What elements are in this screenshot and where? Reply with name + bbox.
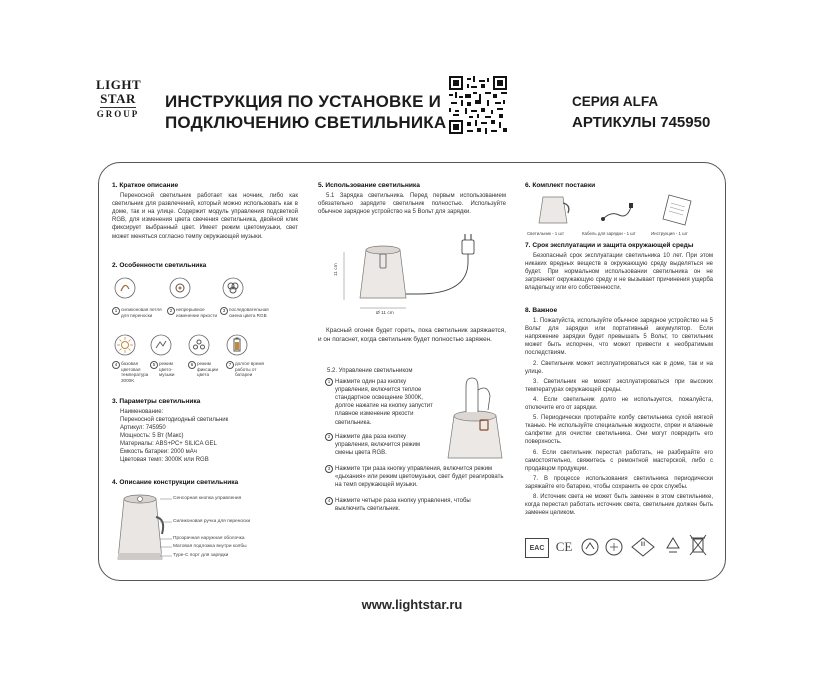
step-2: 2 Нажмите два раза кнопку управления, включится режим смены цвета RGB.: [325, 433, 433, 457]
article-numbers: АРТИКУЛЫ 745950: [572, 114, 711, 131]
section-3: [112, 398, 298, 464]
important-item: 1. Пожалуйста, используйте обычное зарядное устройство на 5 Вольт для зарядки или портативный аккумулятор. Если напряжение зарядки будет превышать 5 Вольт, то светильник может быть испорчен, что может привести к необратимым последствиям.: [525, 318, 713, 357]
package-item-lamp: Светильник - 1 шт: [527, 231, 564, 236]
section-4-heading: 4. Описание конструкции светильника: [112, 479, 239, 486]
callout-3: Прозрачная наружная оболочка: [173, 536, 245, 541]
section-2-heading: 2. Особенности светильника: [112, 262, 207, 269]
brand-logo: [96, 78, 140, 120]
rgb-icon: [222, 277, 244, 299]
callout-4: Матовая подложка внутри колбы: [173, 544, 247, 549]
charging-intro: 5.1 Зарядка светильника. Перед первым использованием обязательно зарядите светильник полностью. Используйте обычное зарядное устройство на 5 Вольт для зарядки.: [318, 193, 506, 216]
control-steps-2: [325, 465, 505, 517]
charging-diagram: [338, 232, 498, 318]
package-contents-illustration: [535, 193, 705, 229]
package-item-manual: Инструкция - 1 шт: [651, 231, 688, 236]
step-1: 1 Нажмите один раз кнопку управления, включится теплое стандартное освещение 3000К, долгое нажатие на кнопку запустит плавное изменение яркости светильника.: [325, 378, 433, 427]
music-icon: [150, 334, 172, 356]
spec-line: Мощность: 5 Вт (Макс): [120, 433, 184, 439]
spec-line: Переносной светодиодный светильник: [120, 417, 229, 423]
step-4: 4 Нажмите четыре раза кнопку управления, чтобы выключить светильник.: [325, 497, 505, 513]
spec-line: Цветовая темп: 3000K или RGB: [120, 457, 209, 463]
important-item: 2. Светильник может эксплуатироваться как в доме, так и на улице.: [525, 360, 713, 375]
title-line2: ПОДКЛЮЧЕНИЮ СВЕТИЛЬНИКА: [165, 113, 447, 132]
ip-mark-icon: [580, 537, 600, 557]
sun-icon: [114, 334, 136, 356]
callout-2: Силиконовая ручка для переноски: [173, 519, 251, 524]
brightness-icon: [169, 277, 191, 299]
section-1-text: Переносной светильник работает как ночник, либо как светильник для развлечений, который можно использовать как в доме, так и на улице. Содержит модуль управления подсветкой RGB, для изменения цвета свечения светильника, двойной клик фиксирует выбранный цвет. Имеет режим цветомузыки, свет может меняться согласно темпу окружающей музыки.: [112, 193, 298, 240]
callout-5: Type-C порт для зарядки: [173, 553, 229, 558]
logo-line3: GROUP: [96, 109, 140, 119]
section-6-heading: 6. Комплект поставки: [525, 182, 596, 189]
lifetime-mark-icon: [603, 537, 625, 557]
section-5: [318, 182, 506, 216]
important-item: 7. В процессе использования светильника периодически заряжайте его батарею, чтобы сохранить ее срок службы.: [525, 475, 713, 490]
qr-code: [449, 76, 507, 134]
section-2: [112, 262, 298, 272]
section-3-heading: 3. Параметры светильника: [112, 398, 201, 405]
eac-mark: EAC: [525, 538, 549, 558]
important-item: 6. Если светильник перестал работать, не разбирайте его самостоятельно, свяжитесь с ремонтной мастерской, либо с продавцом продукции.: [525, 449, 713, 472]
important-item: 4. Если светильник долго не используется, пожалуйста, отключите его от зарядки.: [525, 396, 713, 412]
class-iii-label: III: [640, 542, 646, 548]
website-url[interactable]: www.lightstar.ru: [361, 597, 463, 612]
charging-note: Красный огонек будет гореть, пока светильник заряжается, и он погаснет, когда светильник будет полностью заряжен.: [318, 327, 506, 343]
section-1-heading: 1. Краткое описание: [112, 182, 179, 189]
callout-lines: [160, 494, 172, 564]
control-section: [325, 367, 433, 461]
loop-icon: [114, 277, 136, 299]
important-item: 8. Источник света не может быть заменен в этом светильнике, когда перестал работать источник света, светильник должен быть заменен целиком.: [525, 493, 713, 517]
title-line1: ИНСТРУКЦИЯ ПО УСТАНОВКЕ И: [165, 92, 441, 111]
spec-line: Наименование:: [120, 409, 164, 415]
step-3: 3 Нажмите три раза кнопку управления, включится режим «дыхания» или режим цветомузыки, свет будет реагировать на темп окружающей музыки.: [325, 465, 505, 489]
diameter-dimension: Ø 11 cm: [376, 311, 394, 316]
logo-line1: LIGHT: [96, 77, 142, 92]
recycle-icon: [662, 535, 684, 557]
section-8-heading: 8. Важное: [525, 307, 558, 314]
page-title: [165, 91, 446, 133]
section-7: [525, 242, 713, 293]
color-fix-icon: [188, 334, 210, 356]
logo-line2: STAR: [100, 91, 136, 106]
important-item: 5. Периодически протирайте колбу светильника сухой мягкой тканью. Не используйте специальные жидкости, спреи и влажные салфетки для очистки светильника. Они могут повредить его поверхность.: [525, 415, 713, 446]
spec-line: Материалы: ABS+PC+ SILICA GEL: [120, 441, 217, 447]
column-1: [112, 182, 298, 241]
section-5-heading: 5. Использование светильника: [318, 182, 420, 189]
section-6: [525, 182, 711, 192]
spec-line: Артикул: 745950: [120, 425, 166, 431]
series-info: [572, 91, 710, 133]
important-item: 3. Светильник не может эксплуатироваться при высоких температурах окружающей среды.: [525, 378, 713, 393]
hand-press-illustration: [444, 366, 506, 462]
height-dimension: 11 cm: [334, 263, 339, 276]
weee-bin-icon: [688, 533, 708, 557]
section-8: [525, 307, 713, 517]
control-subheading: 5.2. Управление светильником: [327, 368, 413, 374]
package-item-cable: Кабель для зарядки - 1 шт: [582, 231, 636, 236]
spec-line: Емкость батареи: 2000 мАч: [120, 449, 197, 455]
callout-1: Сенсорная кнопка управления: [173, 496, 242, 501]
section-4: [112, 479, 302, 489]
section-7-heading: 7. Срок эксплуатации и защита окружающей среды: [525, 242, 694, 249]
series-label: СЕРИЯ ALFA: [572, 94, 659, 109]
ce-mark: CE: [555, 539, 573, 554]
features-grid: 1 силиконовая петля для переноски 2 непрерывное изменение яркости 3 последовательная смена цвета RGB 4 базовая цветовая температура 3000K 5 режим цвето-музыки 6 режим фиксации цвета 7 долгое время работы от батареи: [112, 277, 302, 387]
battery-icon: [226, 334, 248, 356]
section-7-text: Безопасный срок эксплуатации светильника 10 лет. При этом никаких вредных веществ в окружающую среду выделяться не будет. При нормальном использовании светильника он не загрязняет окружающую среду и не вызывает причинения ущерба владельцу или его собственности.: [525, 253, 713, 292]
